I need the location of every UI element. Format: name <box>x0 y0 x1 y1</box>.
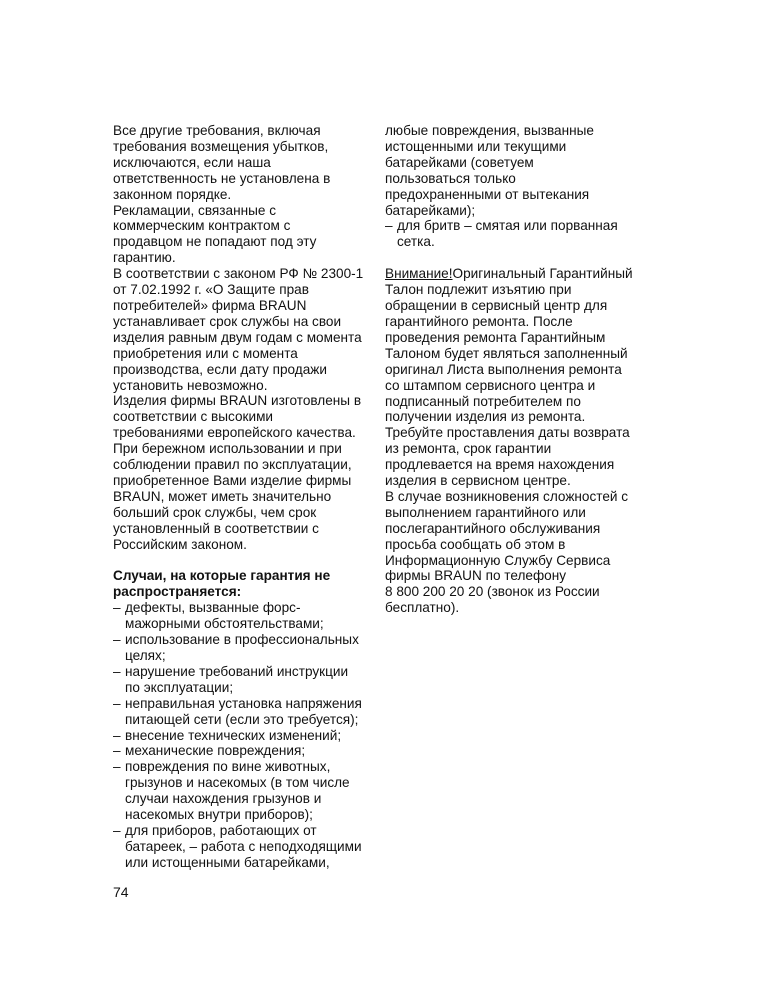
warning-body <box>385 282 653 616</box>
exclusions-list-continued <box>385 218 653 250</box>
text-line: BRAUN, может иметь значительно <box>113 488 332 504</box>
list-item-line: – нарушение требований инструкции <box>125 663 349 679</box>
text-line: из ремонта, срок гарантии <box>385 441 552 457</box>
list-item <box>113 743 375 759</box>
text-line: Талоном будет являться заполненный <box>385 345 628 361</box>
heading-line: Случаи, на которые гарантия не <box>113 568 331 584</box>
right-column <box>385 123 653 616</box>
text-line: устанавливает срок службы на свои <box>113 313 342 329</box>
list-item-line: – для приборов, работающих от <box>125 822 317 838</box>
text-line: выполнением гарантийного или <box>385 504 586 520</box>
text-line: В соответствии с законом РФ № 2300-1 <box>113 266 364 282</box>
list-item-line: – внесение технических изменений; <box>125 727 342 743</box>
text-line: продлевается на время нахождения <box>385 457 615 473</box>
text-line: гарантию. <box>113 250 176 266</box>
text-line: истощенными или текущими <box>385 138 567 154</box>
list-item-line: сетка. <box>397 234 435 250</box>
spacer <box>113 552 375 568</box>
continuation-text <box>385 123 653 218</box>
list-item-line: – неправильная установка напряжения <box>125 695 362 711</box>
warning-paragraph <box>385 266 653 616</box>
list-item-line: – механические повреждения; <box>125 743 306 759</box>
list-item-line: питающей сети (если это требуется); <box>125 711 359 727</box>
list-item <box>113 759 375 823</box>
list-item-line: – дефекты, вызванные форс- <box>125 600 301 616</box>
text-line: получении изделия из ремонта. <box>385 409 586 425</box>
exclusions-heading <box>113 568 375 600</box>
text-line: Рекламации, связанные с <box>113 202 276 218</box>
text-line: 8 800 200 20 20 (звонок из России <box>385 584 600 600</box>
warning-label: Внимание! <box>385 266 453 282</box>
list-item-line: – повреждения по вине животных, <box>125 759 331 775</box>
text-line: приобретенное Вами изделие фирмы <box>113 472 352 488</box>
text-line: проведения ремонта Гарантийным <box>385 329 606 345</box>
list-item <box>385 218 653 250</box>
list-item <box>113 600 375 632</box>
text-line: послегарантийного обслуживания <box>385 520 601 536</box>
exclusions-list <box>113 600 375 870</box>
text-line: Российским законом. <box>113 536 247 552</box>
text-line: исключаются, если наша <box>113 154 271 170</box>
text-line: законном порядке. <box>113 186 232 202</box>
text-line: оригинал Листа выполнения ремонта <box>385 361 622 377</box>
list-item-line: – использование в профессиональных <box>125 632 359 648</box>
page-number: 74 <box>113 884 129 900</box>
list-item-line: мажорными обстоятельствами; <box>125 616 324 632</box>
text-line: приобретения или с момента <box>113 345 298 361</box>
text-line: производства, если дату продажи <box>113 361 327 377</box>
text-line: соответствии с высокими <box>113 409 274 425</box>
text-line: Требуйте проставления даты возврата <box>385 425 630 441</box>
text-line: ответственность не установлена в <box>113 170 331 186</box>
text-line: В случае возникновения сложностей с <box>385 488 629 504</box>
text-line: требованиями европейского качества. <box>113 425 356 441</box>
text-line: Информационную Службу Сервиса <box>385 552 611 568</box>
list-item-line: случаи нахождения грызунов и <box>125 791 322 807</box>
list-item <box>113 728 375 744</box>
list-item <box>113 632 375 664</box>
warning-first-line-rest: Оригинальный Гарантийный <box>452 266 633 282</box>
spacer <box>385 250 653 266</box>
text-line: потребителей» фирма BRAUN <box>113 297 307 313</box>
text-line: Все другие требования, включая <box>113 123 321 138</box>
list-item-line: или истощенными батарейками, <box>125 854 330 870</box>
left-column <box>113 123 375 871</box>
list-item-line: по эксплуатации; <box>125 679 234 695</box>
text-line: батарейками (советуем <box>385 154 534 170</box>
text-line: любые повреждения, вызванные <box>385 123 594 138</box>
text-line: установленный в соответствии с <box>113 520 319 536</box>
text-line: подписанный потребителем по <box>385 393 581 409</box>
text-line: предохраненными от вытекания <box>385 186 590 202</box>
text-line: от 7.02.1992 г. «О Защите прав <box>113 282 309 298</box>
text-line: Изделия фирмы BRAUN изготовлены в <box>113 393 362 409</box>
heading-line: распространяется: <box>113 584 242 600</box>
text-line: При бережном использовании и при <box>113 441 342 457</box>
list-item <box>113 823 375 871</box>
text-line: Талон подлежит изъятию при <box>385 282 572 298</box>
intro-text <box>113 123 375 552</box>
list-item <box>113 664 375 696</box>
text-line: продавцом не попадают под эту <box>113 234 317 250</box>
text-line: пользоваться только <box>385 170 516 186</box>
text-line: изделия в сервисном центре. <box>385 473 571 489</box>
text-line: гарантийного ремонта. После <box>385 313 573 329</box>
text-line: бесплатно). <box>385 600 460 616</box>
text-line: изделия равным двум годам с момента <box>113 329 362 345</box>
list-item-line: насекомых внутри приборов); <box>125 807 313 823</box>
text-line: батарейками); <box>385 202 476 218</box>
list-item-line: грызунов и насекомых (в том числе <box>125 775 350 791</box>
text-line: фирмы BRAUN по телефону <box>385 568 567 584</box>
text-line: обращении в сервисный центр для <box>385 298 608 314</box>
text-line: соблюдении правил по эксплуатации, <box>113 457 352 473</box>
text-line: установить невозможно. <box>113 377 268 393</box>
text-line: больший срок службы, чем срок <box>113 504 317 520</box>
list-item <box>113 696 375 728</box>
text-line: со штампом сервисного центра и <box>385 377 596 393</box>
warning-first-line <box>385 266 653 282</box>
text-line: требования возмещения убытков, <box>113 138 329 154</box>
list-item-line: целях; <box>125 648 166 663</box>
text-line: просьба сообщать об этом в <box>385 536 566 552</box>
list-item-line: батареек, – работа с неподходящими <box>125 838 362 854</box>
list-item-line: – для бритв – смятая или порванная <box>397 218 618 234</box>
text-line: коммерческим контрактом с <box>113 218 291 234</box>
